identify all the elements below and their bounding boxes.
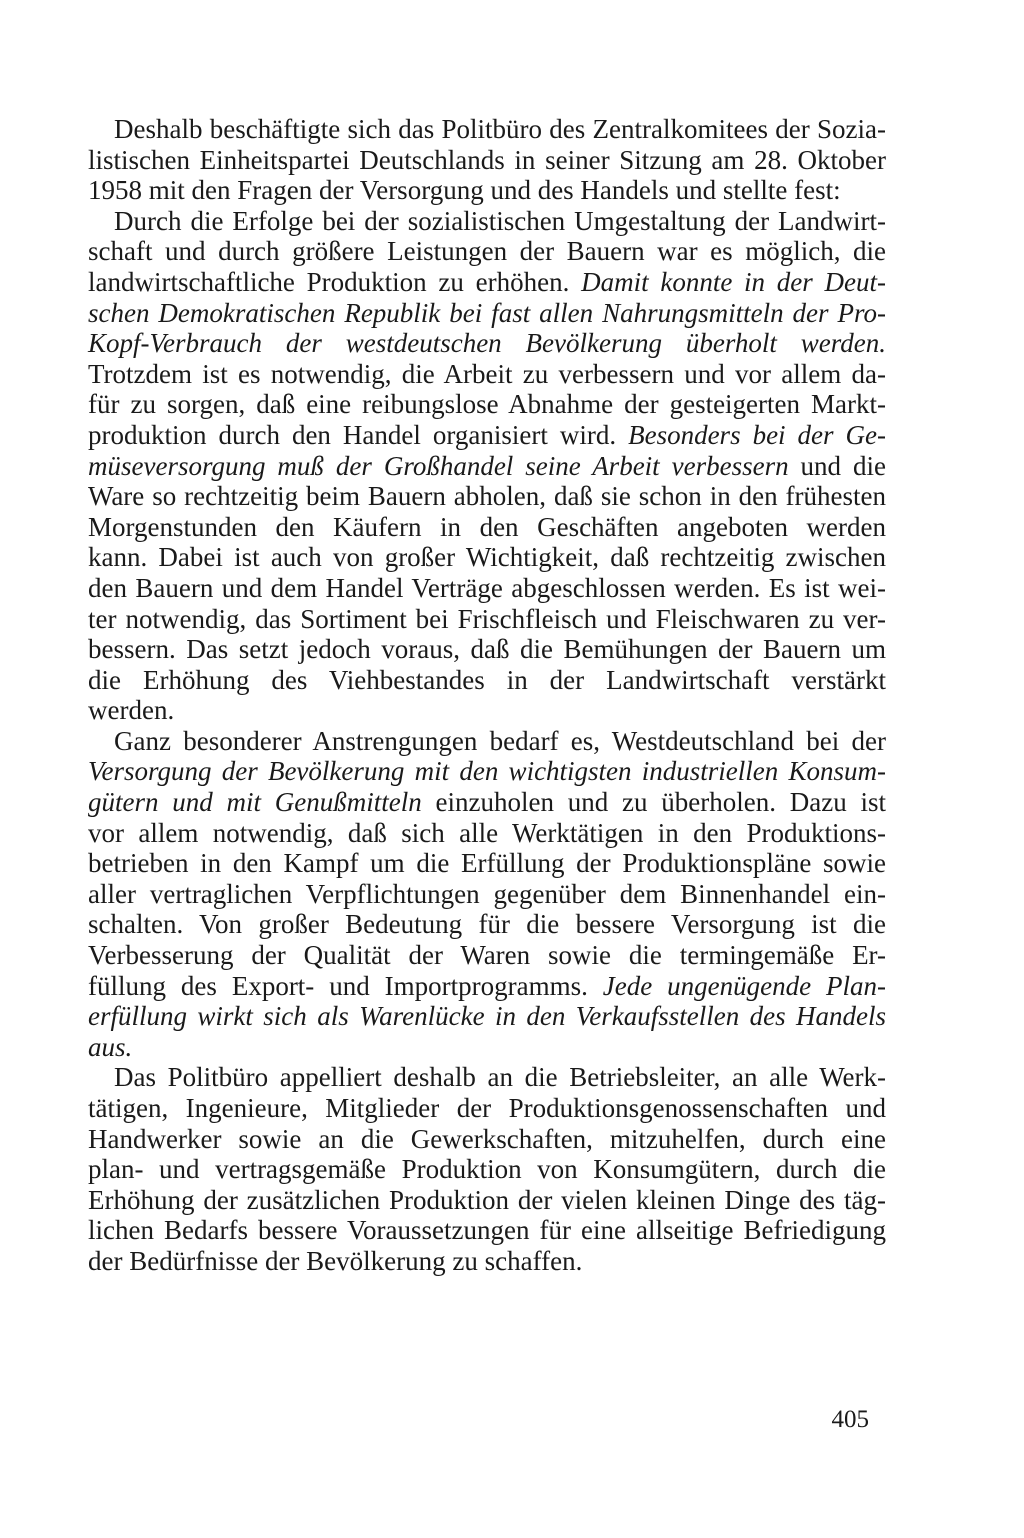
text-line — [88, 267, 886, 298]
emphasis-text: aus. — [88, 1031, 133, 1062]
body-text: für zu sorgen, daß eine reibungslose Abnahme der gesteigerten Markt- — [88, 389, 886, 420]
body-text: Ganz besonderer Anstrengungen bedarf es, Westdeutschland bei der — [114, 725, 886, 756]
paragraph — [88, 206, 886, 726]
body-text: Trotzdem ist es notwendig, die Arbeit zu verbessern und vor allem da- — [88, 358, 886, 389]
body-text: einzuholen und zu überholen. Dazu ist — [421, 787, 886, 818]
text-line — [88, 573, 886, 604]
body-text: schalten. Von großer Bedeutung für die bessere Versorgung ist die — [88, 909, 886, 940]
text-line — [88, 940, 886, 971]
paragraph — [88, 726, 886, 1063]
text-line — [88, 451, 886, 482]
text-line — [88, 1062, 886, 1093]
text-line — [88, 175, 886, 206]
text-line — [88, 328, 886, 359]
body-text: und die — [788, 450, 886, 481]
text-line — [88, 604, 886, 635]
body-text: den Bauern und dem Handel Verträge abgeschlossen werden. Es ist wei- — [88, 572, 886, 603]
text-line — [88, 389, 886, 420]
body-text: aller vertraglichen Verpflichtungen gegenüber dem Binnenhandel ein- — [88, 878, 886, 909]
body-text: lichen Bedarfs bessere Voraussetzungen für eine allseitige Befriedigung — [88, 1215, 886, 1246]
emphasis-text: gütern und mit Genußmitteln — [88, 787, 422, 818]
emphasis-text: müseversorgung muß der Großhandel seine Arbeit verbessern — [88, 450, 789, 481]
body-text: Erhöhung der zusätzlichen Produktion der vielen kleinen Dinge des täg- — [88, 1184, 886, 1215]
text-line — [88, 1185, 886, 1216]
text-line — [88, 512, 886, 543]
text-line — [88, 848, 886, 879]
body-text: Durch die Erfolge bei der sozialistischen Umgestaltung der Landwirt- — [114, 205, 886, 236]
body-text: füllung des Export- und Importprogramms. — [88, 970, 603, 1001]
body-text: der Bedürfnisse der Bevölkerung zu schaffen. — [88, 1245, 583, 1276]
text-line — [88, 818, 886, 849]
body-text: die Erhöhung des Viehbestandes in der Landwirtschaft verstärkt — [88, 664, 886, 695]
emphasis-text: Besonders bei der Ge- — [628, 419, 887, 450]
emphasis-text: Versorgung der Bevölkerung mit den wichtigsten industriellen Konsum- — [88, 756, 886, 787]
body-text: vor allem notwendig, daß sich alle Werktätigen in den Produktions- — [88, 817, 886, 848]
emphasis-text: Jede ungenügende Plan- — [602, 970, 886, 1001]
page-number: 405 — [831, 1406, 869, 1433]
text-line — [88, 787, 886, 818]
text-line — [88, 1124, 886, 1155]
body-text: produktion durch den Handel organisiert wird. — [88, 419, 629, 450]
body-text: tätigen, Ingenieure, Mitglieder der Produktionsgenossenschaften und — [88, 1093, 886, 1123]
body-text: bessern. Das setzt jedoch voraus, daß die Bemühungen der Bauern um — [88, 634, 886, 665]
body-text: Handwerker sowie an die Gewerkschaften, mitzuhelfen, durch eine — [88, 1123, 886, 1154]
body-text: plan- und vertragsgemäße Produktion von Konsumgütern, durch die — [88, 1154, 886, 1185]
text-line — [88, 481, 886, 512]
text-line — [88, 1246, 886, 1277]
text-line — [88, 114, 886, 145]
text-line — [88, 879, 886, 910]
text-line — [88, 1001, 886, 1032]
body-text: Deshalb beschäftigte sich das Politbüro des Zentralkomitees der Sozia- — [114, 114, 886, 144]
body-text: kann. Dabei ist auch von großer Wichtigkeit, daß rechtzeitig zwischen — [88, 542, 886, 573]
text-line — [88, 695, 886, 726]
paragraph — [88, 1062, 886, 1276]
text-line — [88, 726, 886, 757]
text-line — [88, 1032, 886, 1063]
text-line — [88, 756, 886, 787]
emphasis-text: Kopf-Verbrauch der westdeutschen Bevölkerung überholt werden. — [88, 328, 886, 359]
text-line — [88, 206, 886, 237]
text-line — [88, 298, 886, 329]
text-line — [88, 971, 886, 1002]
body-text: landwirtschaftliche Produktion zu erhöhen. — [88, 266, 582, 297]
text-line — [88, 1093, 886, 1124]
text-line — [88, 420, 886, 451]
body-text: Verbesserung der Qualität der Waren sowie die termingemäße Er- — [88, 940, 886, 971]
text-line — [88, 909, 886, 940]
text-line — [88, 1154, 886, 1185]
emphasis-text: schen Demokratischen Republik bei fast allen Nahrungsmitteln der Pro- — [88, 297, 886, 328]
body-text: ter notwendig, das Sortiment bei Frischfleisch und Fleischwaren zu ver- — [88, 603, 886, 634]
text-line — [88, 634, 886, 665]
body-text: Morgenstunden den Käufern in den Geschäften angeboten werden — [88, 511, 886, 542]
paragraph — [88, 114, 886, 206]
text-line — [88, 359, 886, 390]
page-body — [88, 114, 886, 1277]
text-line — [88, 1215, 886, 1246]
text-line — [88, 236, 886, 267]
body-text: werden. — [88, 695, 175, 726]
body-text: 1958 mit den Fragen der Versorgung und des Handels und stellte fest: — [88, 175, 841, 206]
text-line — [88, 145, 886, 176]
body-text: listischen Einheitspartei Deutschlands in seiner Sitzung am 28. Oktober — [88, 144, 886, 175]
emphasis-text: erfüllung wirkt sich als Warenlücke in den Verkaufsstellen des Handels — [88, 1001, 886, 1032]
body-text: Ware so rechtzeitig beim Bauern abholen, daß sie schon in den frühesten — [88, 481, 886, 512]
body-text: Das Politbüro appelliert deshalb an die Betriebsleiter, an alle Werk- — [114, 1062, 886, 1093]
text-line — [88, 665, 886, 696]
text-line — [88, 542, 886, 573]
body-text: betrieben in den Kampf um die Erfüllung der Produktionspläne sowie — [88, 848, 886, 879]
emphasis-text: Damit konnte in der Deut- — [581, 266, 886, 297]
body-text: schaft und durch größere Leistungen der Bauern war es möglich, die — [88, 236, 886, 267]
